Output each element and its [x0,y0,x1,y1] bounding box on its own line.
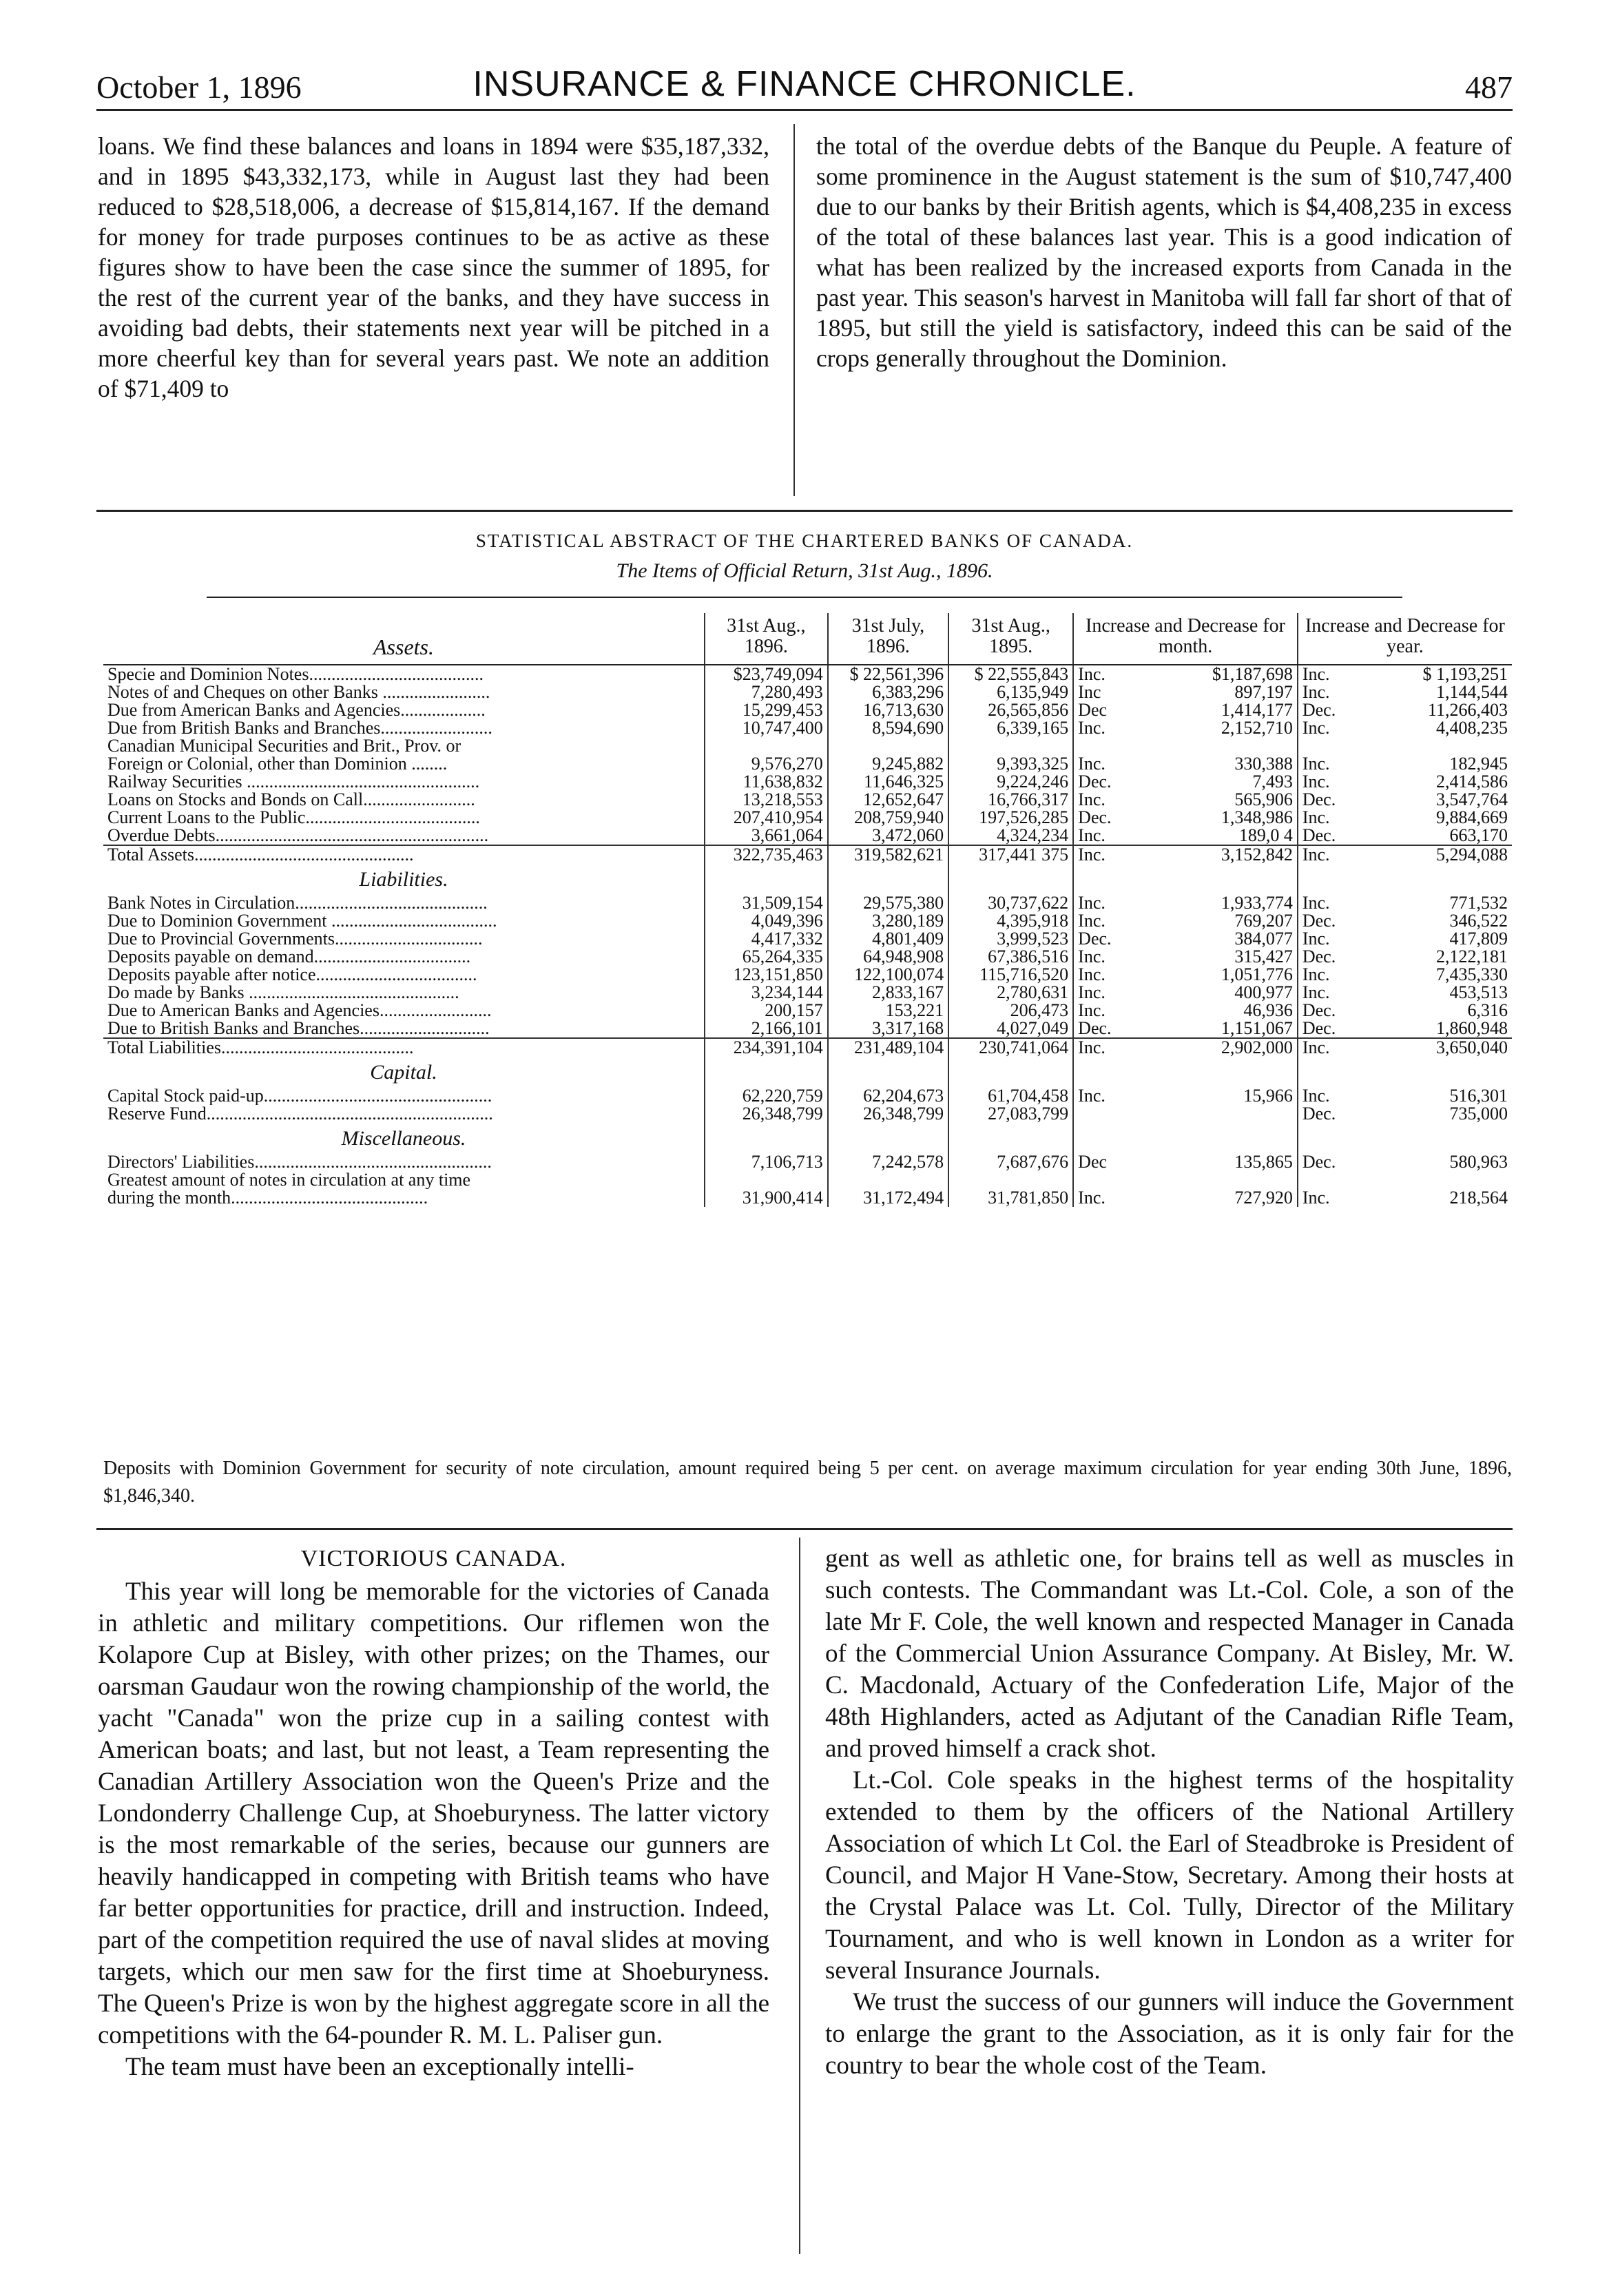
cell-aug96: 31,900,414 [705,1189,828,1207]
section-rule [96,510,1513,512]
cell-aug95: 230,741,064 [948,1038,1073,1057]
cell-jul96: 208,759,940 [828,809,948,827]
row-label: Due to British Banks and Branches............................. [107,1020,490,1038]
cell-aug96: 4,049,396 [705,912,828,930]
cell-jul96 [828,737,948,755]
cell-y-dir: Inc. [1298,755,1355,773]
column-divider [793,124,795,496]
cell-y-dir: Dec. [1298,791,1355,809]
cell-m-dir: Inc. [1073,719,1130,737]
table-row [103,701,1512,719]
cell-m-amt: 315,427 [1234,947,1293,966]
cell-y-amt: 6,316 [1467,1000,1508,1020]
row-label: Capital Stock paid-up................................................... [107,1087,492,1105]
cell-y-dir [1298,1171,1355,1189]
cell-y-dir: Dec. [1298,1153,1355,1171]
cell-m-dir: Inc [1073,683,1130,701]
cell-jul96: 2,833,167 [828,984,948,1002]
section-heading: Capital. [370,1061,437,1084]
cell-aug95: 6,135,949 [948,683,1073,701]
cell-jul96: 29,575,380 [828,894,948,912]
cell-m-amt: 727,920 [1234,1188,1293,1208]
table-row [103,984,1512,1002]
table-row [103,719,1512,737]
table-top-rule [207,597,1402,598]
cell-m-dir: Dec. [1073,809,1130,827]
cell-aug96: 11,638,832 [705,773,828,791]
cell-y-amt: 1,860,948 [1436,1018,1508,1038]
cell-y-dir: Inc. [1298,1189,1355,1207]
cell-y-amt: 346,522 [1449,911,1508,931]
cell-m-amt: 2,152,710 [1221,718,1293,738]
cell-aug96: 234,391,104 [705,1038,828,1057]
cell-aug95: 2,780,631 [948,984,1073,1002]
cell-y-amt: 11,266,403 [1427,700,1508,720]
cell-m-dir: Dec. [1073,773,1130,791]
cell-y-dir: Inc. [1298,665,1355,683]
cell-aug95: 31,781,850 [948,1189,1073,1207]
cell-m-dir: Inc. [1073,948,1130,966]
cell-y-dir: Inc. [1298,719,1355,737]
cell-y-dir: Inc. [1298,845,1355,864]
cell-jul96: 11,646,325 [828,773,948,791]
row-label: Due to Dominion Government ..................................... [107,912,497,930]
cell-jul96: 7,242,578 [828,1153,948,1171]
table-row [103,1020,1512,1038]
header-aug-1896: 31st Aug., 1896. [705,613,828,665]
cell-aug95: 30,737,622 [948,894,1073,912]
cell-y-amt: 9,884,669 [1436,807,1508,827]
cell-m-dir: Inc. [1073,912,1130,930]
cell-y-dir: Inc. [1298,894,1355,912]
header-rule [96,109,1513,111]
row-label: Due from American Banks and Agencies................... [107,701,486,719]
cell-y-amt: 5,294,088 [1355,845,1512,864]
cell-m-dir: Inc. [1073,755,1130,773]
cell-jul96: $ 22,561,396 [828,665,948,683]
cell-jul96: 3,317,168 [828,1020,948,1038]
table-row [103,1171,1512,1189]
cell-aug95: 197,526,285 [948,809,1073,827]
issue-date: October 1, 1896 [96,70,302,105]
cell-jul96: 3,472,060 [828,827,948,845]
cell-aug95: 3,999,523 [948,930,1073,948]
cell-m-amt: 897,197 [1234,682,1293,702]
row-label: Canadian Municipal Securities and Brit., Prov. or [107,737,461,755]
cell-aug96: 7,280,493 [705,683,828,701]
cell-aug95 [948,1171,1073,1189]
cell-y-amt: 771,532 [1449,893,1508,913]
cell-y-amt: 3,650,040 [1355,1038,1512,1057]
cell-y-amt: 4,408,235 [1436,718,1508,738]
cell-m-dir: Inc. [1073,1002,1130,1020]
cell-jul96: 122,100,074 [828,966,948,984]
article-heading: VICTORIOUS CANADA. [300,1546,567,1571]
cell-m-amt: $1,187,698 [1212,664,1293,684]
table-row [103,791,1512,809]
cell-m-amt: 3,152,842 [1130,845,1298,864]
cell-y-amt: 663,170 [1449,825,1508,845]
row-label: Specie and Dominion Notes....................................... [107,665,484,683]
table-row [103,827,1512,845]
cell-m-dir: Inc. [1073,827,1130,845]
section-heading-row [103,1123,1512,1153]
cell-y-dir: Dec. [1298,1020,1355,1038]
cell-aug96: 62,220,759 [705,1087,828,1105]
cell-m-dir: Inc. [1073,894,1130,912]
publication-title: INSURANCE & FINANCE CHRONICLE. [473,64,1136,104]
cell-y-dir: Inc. [1298,683,1355,701]
cell-jul96: 153,221 [828,1002,948,1020]
table-row [103,755,1512,773]
cell-jul96: 26,348,799 [828,1105,948,1123]
cell-aug96: 322,735,463 [705,845,828,864]
cell-aug96: 13,218,553 [705,791,828,809]
table-body [103,665,1512,1207]
cell-aug96: $23,749,094 [705,665,828,683]
cell-jul96: 12,652,647 [828,791,948,809]
cell-m-dir [1073,1171,1130,1189]
section-rule [96,1528,1513,1530]
cell-m-amt: 330,388 [1234,754,1293,774]
cell-y-amt: 580,963 [1449,1152,1508,1172]
cell-m-dir: Inc. [1073,1038,1130,1057]
table-row [103,773,1512,791]
cell-y-amt: 735,000 [1449,1104,1508,1124]
cell-y-dir: Dec. [1298,701,1355,719]
cell-aug95: 6,339,165 [948,719,1073,737]
cell-aug95: 27,083,799 [948,1105,1073,1123]
cell-aug96 [705,1171,828,1189]
table-row [103,1087,1512,1105]
cell-aug96: 31,509,154 [705,894,828,912]
cell-aug95: 206,473 [948,1002,1073,1020]
cell-aug96: 10,747,400 [705,719,828,737]
cell-m-amt: 7,493 [1252,772,1293,792]
cell-y-amt: 3,547,764 [1436,789,1508,809]
cell-y-dir: Dec. [1298,827,1355,845]
cell-jul96 [828,1171,948,1189]
row-label: Railway Securities .................................................... [107,773,480,791]
cell-m-amt: 189,0 4 [1238,825,1293,845]
row-label: Bank Notes in Circulation........................................... [107,894,488,912]
cell-y-dir: Inc. [1298,966,1355,984]
cell-m-amt: 15,966 [1243,1086,1293,1106]
cell-aug95: 26,565,856 [948,701,1073,719]
cell-m-dir: Dec. [1073,1020,1130,1038]
cell-m-amt: 1,051,776 [1221,964,1293,984]
cell-jul96: 62,204,673 [828,1087,948,1105]
cell-m-amt: 1,414,177 [1221,700,1293,720]
cell-aug96: 3,661,064 [705,827,828,845]
statistical-table [103,613,1512,1207]
paragraph: Lt.-Col. Cole speaks in the highest terms of the hospitality extended to them by the officers of the National Artillery Association of which Lt Col. the Earl of Steadbroke is President of Council, and Major H Vane-Stow, Secretary. Among their hosts at the Crystal Palace was Lt. Col. Tully, Director of the Military Tournament, and who is well known in London as a writer for several Insurance Journals. [825,1766,1514,1985]
cell-aug96: 123,151,850 [705,966,828,984]
top-right-column [816,131,1512,373]
cell-y-amt: $ 1,193,251 [1422,664,1508,684]
top-left-column [98,131,769,404]
cell-m-amt [1130,737,1298,755]
cell-m-amt: 400,977 [1234,982,1293,1002]
row-label: Notes of and Cheques on other Banks ........................ [107,683,490,701]
header-aug-1895: 31st Aug., 1895. [948,613,1073,665]
row-label: Deposits payable after notice.................................... [107,966,477,984]
cell-aug96: 207,410,954 [705,809,828,827]
cell-jul96: 16,713,630 [828,701,948,719]
cell-y-dir: Inc. [1298,930,1355,948]
cell-m-dir: Dec [1073,701,1130,719]
table-row [103,1105,1512,1123]
cell-y-dir: Inc. [1298,809,1355,827]
cell-y-dir: Inc. [1298,984,1355,1002]
cell-m-dir: Inc. [1073,791,1130,809]
cell-jul96: 9,245,882 [828,755,948,773]
section-heading-row [103,864,1512,894]
cell-m-dir: Inc. [1073,984,1130,1002]
paragraph: the total of the overdue debts of the Banque du Peuple. A feature of some prominence in the August statement is the sum of $10,747,400 due to our banks by their British agents, which is $4,408,235 in excess of the total of these balances last year. This is a good indication of what has been realized by the increased exports from Canada in the past year. This season's harvest in Manitoba will fall far short of that of 1895, but still the yield is satisfactory, indeed this can be said of the crops generally throughout the Dominion. [816,132,1512,372]
cell-aug96: 3,234,144 [705,984,828,1002]
cell-y-amt [1355,1171,1512,1189]
page-number: 487 [1465,70,1513,105]
cell-jul96: 64,948,908 [828,948,948,966]
cell-aug95: 67,386,516 [948,948,1073,966]
cell-aug95: 61,704,458 [948,1087,1073,1105]
table-row [103,809,1512,827]
row-label: Total Assets................................................. [103,845,705,864]
cell-m-dir: Inc. [1073,1087,1130,1105]
cell-aug95: 7,687,676 [948,1153,1073,1171]
cell-m-amt [1130,1171,1298,1189]
cell-m-amt: 1,933,774 [1221,893,1293,913]
row-label: during the month............................................ [107,1189,428,1207]
cell-m-amt: 135,865 [1234,1152,1293,1172]
cell-aug95: 4,395,918 [948,912,1073,930]
cell-m-dir: Dec [1073,1153,1130,1171]
row-label: Do made by Banks ............................................... [107,984,459,1002]
table-footnote: Deposits with Dominion Government for security of note circulation, amount required being 5 per cent. on average maximum circulation for year ending 30th June, 1896, $1,846,340. [103,1458,1512,1507]
cell-aug96 [705,737,828,755]
cell-m-dir: Inc. [1073,665,1130,683]
table-row [103,912,1512,930]
cell-m-dir: Inc. [1073,1189,1130,1207]
cell-m-amt: 1,151,067 [1221,1018,1293,1038]
cell-jul96: 31,172,494 [828,1189,948,1207]
cell-y-amt: 516,301 [1449,1086,1508,1106]
cell-m-amt: 769,207 [1234,911,1293,931]
cell-jul96: 231,489,104 [828,1038,948,1057]
cell-aug95: 317,441 375 [948,845,1073,864]
cell-m-amt: 2,902,000 [1130,1038,1298,1057]
cell-jul96: 4,801,409 [828,930,948,948]
cell-m-amt: 46,936 [1243,1000,1293,1020]
cell-aug95 [948,737,1073,755]
cell-jul96: 319,582,621 [828,845,948,864]
header-assets: Assets. [103,613,705,665]
header-month-change: Increase and Decrease for month. [1073,613,1298,665]
section-heading: Miscellaneous. [341,1127,466,1150]
paragraph: gent as well as athletic one, for brains tell as well as muscles in such contests. The Commandant was Lt.-Col. Cole, a son of the late Mr F. Cole, the well known and respected Manager in Canada of the Commercial Union Assurance Company. At Bisley, Mr. W. C. Macdonald, Actuary of the Confederation Life, Major of the 48th Highlanders, acted as Adjutant of the Canadian Rifle Team, and proved himself a crack shot. [825,1544,1514,1763]
cell-aug96: 15,299,453 [705,701,828,719]
cell-y-amt: 2,414,586 [1436,772,1508,792]
cell-aug95: 4,324,234 [948,827,1073,845]
cell-y-amt: 453,513 [1449,982,1508,1002]
table-row [103,683,1512,701]
cell-m-amt: 384,077 [1234,929,1293,949]
cell-jul96: 6,383,296 [828,683,948,701]
row-label: Greatest amount of notes in circulation at any time [107,1171,471,1189]
cell-y-dir: Inc. [1298,1038,1355,1057]
cell-m-dir [1073,1105,1130,1123]
table-row [103,665,1512,683]
table-title: STATISTICAL ABSTRACT OF THE CHARTERED BANKS OF CANADA. [475,530,1134,551]
table-row [103,1189,1512,1207]
cell-y-dir: Dec. [1298,948,1355,966]
section-heading: Liabilities. [359,868,448,891]
page-header [96,63,1513,105]
article-right-column [825,1543,1514,2082]
paragraph: We trust the success of our gunners will induce the Government to enlarge the grant to the Association, as it is only fair for the country to bear the whole cost of the Team. [825,1988,1514,2080]
table-row [103,1038,1512,1057]
cell-m-amt: 1,348,986 [1221,807,1293,827]
table-row [103,1153,1512,1171]
table-header-row [103,613,1512,665]
cell-jul96: 3,280,189 [828,912,948,930]
row-label: Total Liabilities........................................... [103,1038,705,1057]
table-row [103,1002,1512,1020]
cell-jul96: 8,594,690 [828,719,948,737]
cell-aug96: 200,157 [705,1002,828,1020]
cell-y-dir: Dec. [1298,1002,1355,1020]
cell-y-amt: 2,122,181 [1436,947,1508,966]
paragraph: The team must have been an exceptionally intelli- [125,2053,634,2081]
row-label: Loans on Stocks and Bonds on Call......................... [107,791,475,809]
cell-aug96: 7,106,713 [705,1153,828,1171]
cell-y-amt: 417,809 [1449,929,1508,949]
table-row [103,845,1512,864]
column-divider [799,1538,800,2254]
row-label: Overdue Debts............................................................. [107,827,489,845]
cell-y-amt: 1,144,544 [1436,682,1508,702]
cell-y-dir: Dec. [1298,1105,1355,1123]
cell-aug95: 9,224,246 [948,773,1073,791]
header-jul-1896: 31st July, 1896. [828,613,948,665]
cell-y-dir: Inc. [1298,1087,1355,1105]
cell-y-dir [1298,737,1355,755]
row-label: Due to American Banks and Agencies......................... [107,1002,492,1020]
paragraph: This year will long be memorable for the victories of Canada in athletic and military competitions. Our riflemen won the Kolapore Cup at Bisley, with other prizes; on the Thames, our oarsman Gaudaur won the rowing championship of the world, the yacht "Canada" won the prize cup in a sailing contest with American boats; and last, but not least, a Team representing the Canadian Artillery Association won the Queen's Prize and the Londonderry Challenge Cup, at Shoeburyness. The latter victory is the most remarkable of the series, because our gunners are heavily handicapped in competing with British teams who have far better opportunities for practice, drill and instruction. Indeed, part of the competition required the use of naval slides at moving targets, which our men saw for the first time at Shoeburyness. The Queen's Prize is won by the highest aggregate score in all the competitions with the 64-pounder R. M. L. Paliser gun. [98,1578,769,2049]
cell-y-dir: Inc. [1298,773,1355,791]
cell-y-amt: 7,435,330 [1436,964,1508,984]
cell-aug95: 16,766,317 [948,791,1073,809]
cell-aug95: 4,027,049 [948,1020,1073,1038]
row-label: Current Loans to the Public....................................... [107,809,480,827]
cell-m-amt: 565,906 [1234,789,1293,809]
row-label: Deposits payable on demand................................... [107,948,471,966]
article-left-column [98,1543,769,2083]
cell-m-dir: Inc. [1073,845,1130,864]
cell-aug96: 26,348,799 [705,1105,828,1123]
table-row [103,966,1512,984]
cell-y-amt: 182,945 [1449,754,1508,774]
table-row [103,737,1512,755]
cell-m-dir [1073,737,1130,755]
paragraph: loans. We find these balances and loans in 1894 were $35,187,332, and in 1895 $43,332,173, while in August last they had been reduced to $28,518,006, a decrease of $15,814,167. If the demand for money for trade purposes continues to be as active as these figures show to have been the case since the summer of 1895, for the rest of the current year of the banks, and they have success in avoiding bad debts, their statements next year will be pitched in a more cheerful key than for several years past. We note an addition of $71,409 to [98,132,769,402]
cell-y-amt: 218,564 [1449,1188,1508,1208]
cell-aug95: 115,716,520 [948,966,1073,984]
table-row [103,930,1512,948]
table-subtitle: The Items of Official Return, 31st Aug., 1896. [616,559,993,582]
header-year-change: Increase and Decrease for year. [1298,613,1512,665]
row-label: Due to Provincial Governments................................. [107,930,483,948]
cell-m-dir: Dec. [1073,930,1130,948]
row-label: Due from British Banks and Branches......................... [107,719,492,737]
cell-y-dir: Dec. [1298,912,1355,930]
cell-y-amt [1355,737,1512,755]
table-row [103,948,1512,966]
cell-aug95: 9,393,325 [948,755,1073,773]
cell-aug96: 4,417,332 [705,930,828,948]
row-label: Reserve Fund................................................................ [107,1105,493,1123]
table-row [103,894,1512,912]
cell-aug95: $ 22,555,843 [948,665,1073,683]
section-heading-row [103,1057,1512,1087]
row-label: Foreign or Colonial, other than Dominion ........ [107,755,448,773]
cell-aug96: 2,166,101 [705,1020,828,1038]
cell-aug96: 65,264,335 [705,948,828,966]
cell-m-amt [1130,1105,1298,1123]
cell-m-dir: Inc. [1073,966,1130,984]
row-label: Directors' Liabilities..................................................... [107,1153,492,1171]
cell-aug96: 9,576,270 [705,755,828,773]
